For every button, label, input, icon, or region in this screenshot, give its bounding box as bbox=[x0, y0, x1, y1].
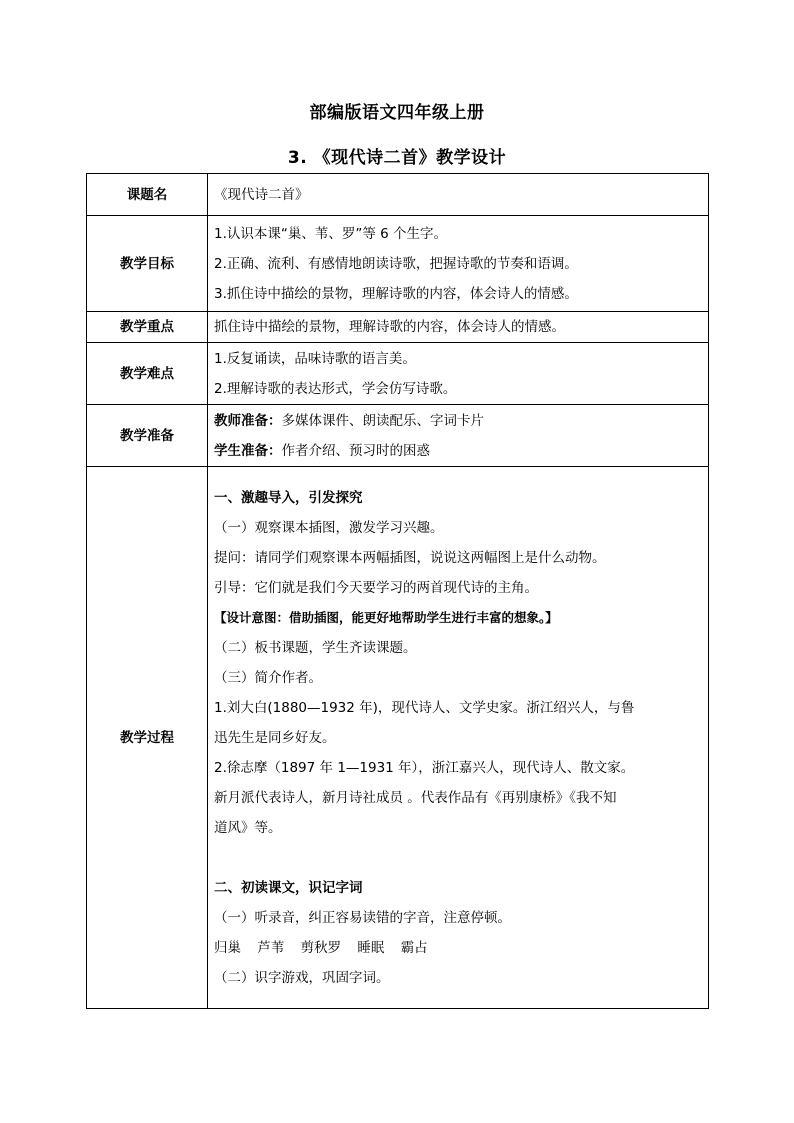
student-preparation-value: 作者介绍、预习时的困惑 bbox=[281, 442, 430, 459]
section-heading: 二、初读课文，识记字词 bbox=[214, 879, 363, 896]
row-difficulties bbox=[87, 343, 709, 405]
label-goals: 教学目标 bbox=[87, 216, 208, 312]
design-intent: 【设计意图：借助插图，能更好地帮助学生进行丰富的想象。】 bbox=[214, 609, 558, 625]
value-goals bbox=[208, 216, 709, 312]
author-intro: 迅先生是同乡好友。 bbox=[214, 729, 336, 746]
section-heading: 一、激趣导入，引发探究 bbox=[214, 489, 363, 506]
process-guide: 引导：它们就是我们今天要学习的两首现代诗的主角。 bbox=[214, 579, 538, 596]
vocabulary-word: 霸占 bbox=[400, 939, 428, 956]
document-title: 部编版语文四年级上册 bbox=[309, 103, 485, 123]
teacher-preparation bbox=[214, 406, 702, 436]
student-preparation-label: 学生准备： bbox=[214, 442, 282, 459]
process-step: （二）识字游戏，巩固字词。 bbox=[214, 969, 390, 986]
lesson-plan-table bbox=[86, 173, 709, 1009]
difficulty-item: 1.反复诵读，品味诗歌的语言美。 bbox=[214, 350, 416, 367]
row-goals bbox=[87, 216, 709, 312]
value-difficulties bbox=[208, 343, 709, 405]
vocabulary-word: 归巢 bbox=[214, 939, 241, 956]
process-step: （一）观察课本插图，激发学习兴趣。 bbox=[214, 519, 444, 536]
row-process bbox=[87, 467, 709, 1009]
label-topic: 课题名 bbox=[87, 174, 208, 216]
value-preparation bbox=[208, 405, 709, 467]
teacher-preparation-label: 教师准备： bbox=[214, 412, 282, 429]
value-topic: 《现代诗二首》 bbox=[208, 174, 709, 216]
label-difficulties: 教学难点 bbox=[87, 343, 208, 405]
row-preparation bbox=[87, 405, 709, 467]
label-key-points: 教学重点 bbox=[87, 312, 208, 343]
vocabulary-word: 芦苇 bbox=[257, 939, 285, 956]
process-step: （二）板书课题，学生齐读课题。 bbox=[214, 639, 417, 656]
value-key-points: 抓住诗中描绘的景物，理解诗歌的内容，体会诗人的情感。 bbox=[208, 312, 709, 343]
student-preparation bbox=[214, 436, 702, 466]
vocabulary-word: 剪秋罗 bbox=[300, 939, 342, 956]
author-intro: 道风》等。 bbox=[214, 819, 282, 836]
vocabulary-words bbox=[214, 933, 702, 963]
goal-item: 2.正确、流利、有感情地朗读诗歌，把握诗歌的节奏和语调。 bbox=[214, 255, 578, 272]
process-step: （一）听录音，纠正容易读错的字音，注意停顿。 bbox=[214, 909, 511, 926]
process-step: （三）简介作者。 bbox=[214, 669, 322, 686]
author-intro: 2.徐志摩（1897 年 1—1931 年），浙江嘉兴人，现代诗人、散文家。 bbox=[214, 759, 635, 776]
row-key-points bbox=[87, 312, 709, 343]
vocabulary-word: 睡眠 bbox=[357, 939, 385, 956]
row-topic bbox=[87, 174, 709, 216]
difficulty-item: 2.理解诗歌的表达形式，学会仿写诗歌。 bbox=[214, 380, 457, 397]
document-subtitle: 3. 《现代诗二首》教学设计 bbox=[287, 148, 507, 168]
label-preparation: 教学准备 bbox=[87, 405, 208, 467]
author-intro: 新月派代表诗人，新月诗社成员 。代表作品有《再别康桥》《我不知 bbox=[214, 789, 617, 806]
value-process bbox=[208, 467, 709, 1009]
author-intro: 1.刘大白(1880—1932 年)，现代诗人、文学史家。浙江绍兴人，与鲁 bbox=[214, 699, 635, 716]
goal-item: 3.抓住诗中描绘的景物，理解诗歌的内容，体会诗人的情感。 bbox=[214, 285, 578, 302]
process-question: 提问：请同学们观察课本两幅插图，说说这两幅图上是什么动物。 bbox=[214, 549, 606, 566]
teacher-preparation-value: 多媒体课件、朗读配乐、字词卡片 bbox=[281, 412, 484, 429]
goal-item: 1.认识本课“巢、苇、罗”等 6 个生字。 bbox=[214, 225, 448, 242]
spacer bbox=[214, 843, 702, 873]
label-process: 教学过程 bbox=[87, 467, 208, 1009]
